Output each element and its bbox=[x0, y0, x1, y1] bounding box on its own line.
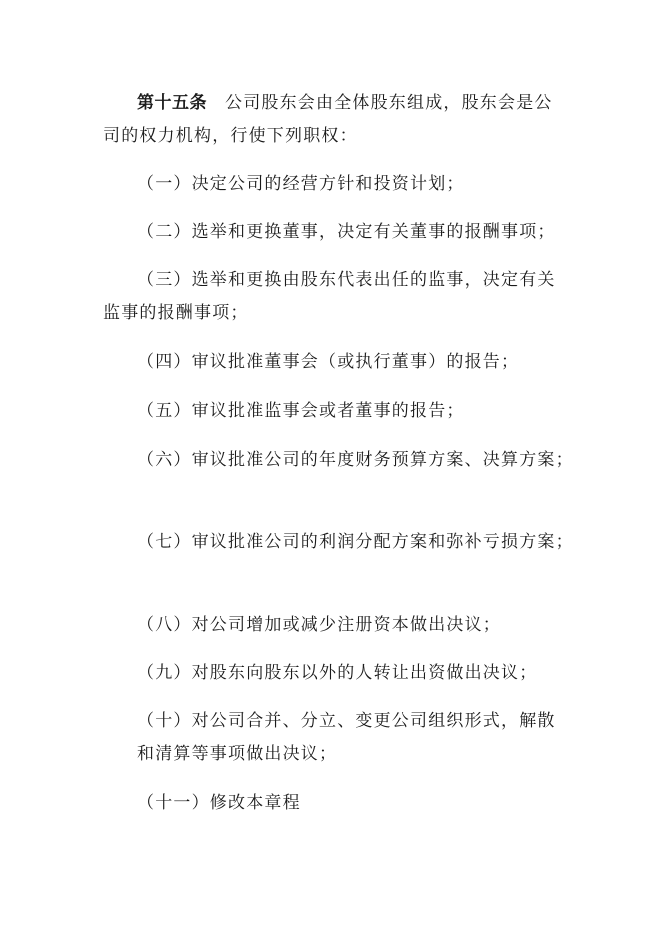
clause-11: （十一）修改本章程 bbox=[137, 793, 301, 813]
clause-9: （九）对股东向股东以外的人转让出资做出决议； bbox=[137, 663, 538, 683]
article-title: 第十五条 bbox=[137, 93, 207, 113]
clause-3-line-1: （三）选举和更换由股东代表出任的监事，决定有关 bbox=[137, 270, 556, 290]
article-intro-line-2: 司的权力机构，行使下列职权： bbox=[103, 126, 358, 146]
clause-5: （五）审议批准监事会或者董事的报告； bbox=[137, 401, 465, 421]
clause-6: （六）审议批准公司的年度财务预算方案、决算方案； bbox=[137, 450, 574, 470]
clause-4: （四）审议批准董事会（或执行董事）的报告； bbox=[137, 352, 520, 372]
clause-10-line-1: （十）对公司合并、分立、变更公司组织形式，解散 bbox=[137, 711, 556, 731]
article-intro-text-1: 公司股东会由全体股东组成，股东会是公 bbox=[225, 93, 553, 113]
clause-1: （一）决定公司的经营方针和投资计划； bbox=[137, 174, 465, 194]
clause-3-line-2: 监事的报酬事项； bbox=[103, 303, 249, 323]
article-intro-line-1 bbox=[137, 92, 553, 114]
clause-8: （八）对公司增加或减少注册资本做出决议； bbox=[137, 615, 501, 635]
clause-7: （七）审议批准公司的利润分配方案和弥补亏损方案； bbox=[137, 532, 574, 552]
clause-2: （二）选举和更换董事，决定有关董事的报酬事项； bbox=[137, 222, 556, 242]
clause-10-line-2: 和清算等事项做出决议； bbox=[137, 744, 338, 764]
